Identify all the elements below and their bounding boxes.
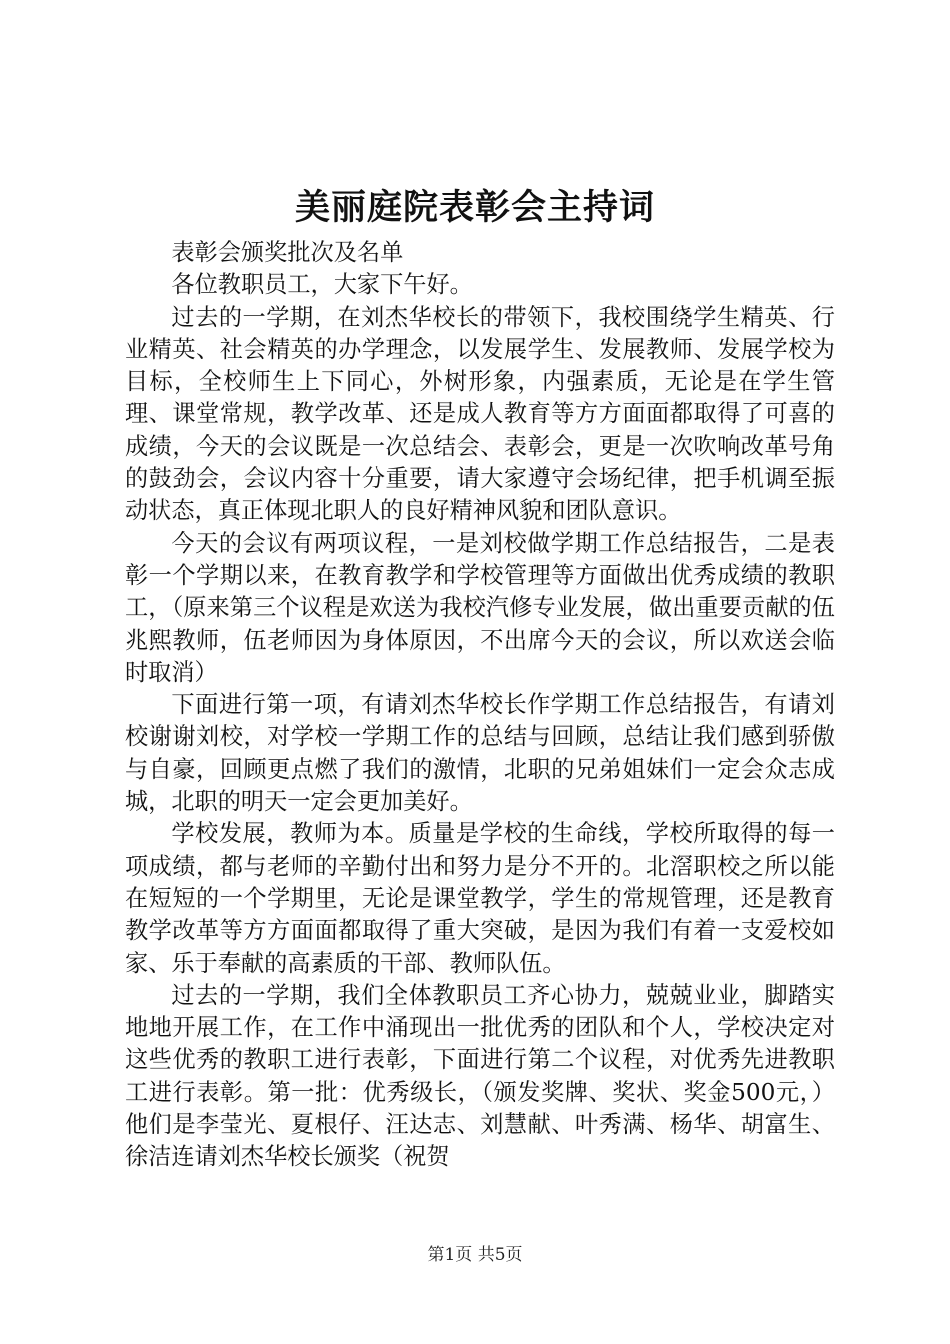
paragraph-review: 过去的一学期，在刘杰华校长的带领下，我校围绕学生精英、行业精英、社会精英的办学理念，以发展学生、发展教师、发展学校为目标，全校师生上下同心，外树形象，内强素质，无论是在学生管理、课堂常规，教学改革、还是成人教育等方方面面都取得了可喜的成绩，今天的会议既是一次总结会、表彰会，更是一次吹响改革号角的鼓劲会，会议内容十分重要，请大家遵守会场纪律，把手机调至振动状态，真正体现北职人的良好精神风貌和团队意识。 — [125, 303, 835, 525]
document-body — [125, 237, 835, 1174]
paragraph-first-item: 下面进行第一项，有请刘杰华校长作学期工作总结报告，有请刘校谢谢刘校，对学校一学期工作的总结与回顾，总结让我们感到骄傲与自豪，回顾更点燃了我们的激情，北职的兄弟姐妹们一定会众志成城，北职的明天一定会更加美好。 — [125, 691, 835, 816]
paragraph-award-list: 表彰会颁奖批次及名单 — [171, 239, 404, 266]
paragraph-greeting: 各位教职员工，大家下午好。 — [171, 271, 473, 299]
page-footer: 第1页 共5页 — [427, 1245, 523, 1265]
paragraph-development: 学校发展，教师为本。质量是学校的生命线，学校所取得的每一项成绩，都与老师的辛勤付出和努力是分不开的。北滘职校之所以能在短短的一个学期里，无论是课堂教学，学生的常规管理，还是教育教学改革等方方面面都取得了重大突破，是因为我们有着一支爱校如家、乐于奉献的高素质的干部、教师队伍。 — [125, 820, 835, 977]
paragraph-commendation: 过去的一学期，我们全体教职员工齐心协力，兢兢业业，脚踏实地地开展工作，在工作中涌现出一批优秀的团队和个人，学校决定对这些优秀的教职工进行表彰，下面进行第二个议程，对优秀先进教职工进行表彰。第一批：优秀级长，（颁发奖牌、奖状、奖金500元，）他们是李莹光、夏根仔、汪达志、刘慧献、叶秀满、杨华、胡富生、徐洁连请刘杰华校长颁奖（祝贺 — [125, 981, 835, 1171]
document-title: 美丽庭院表彰会主持词 — [294, 187, 655, 228]
paragraph-agenda: 今天的会议有两项议程，一是刘校做学期工作总结报告，二是表彰一个学期以来，在教育教学和学校管理等方面做出优秀成绩的教职工，（原来第三个议程是欢送为我校汽修专业发展，做出重要贡献的伍兆熙教师，伍老师因为身体原因，不出席今天的会议，所以欢送会临时取消） — [125, 529, 835, 686]
